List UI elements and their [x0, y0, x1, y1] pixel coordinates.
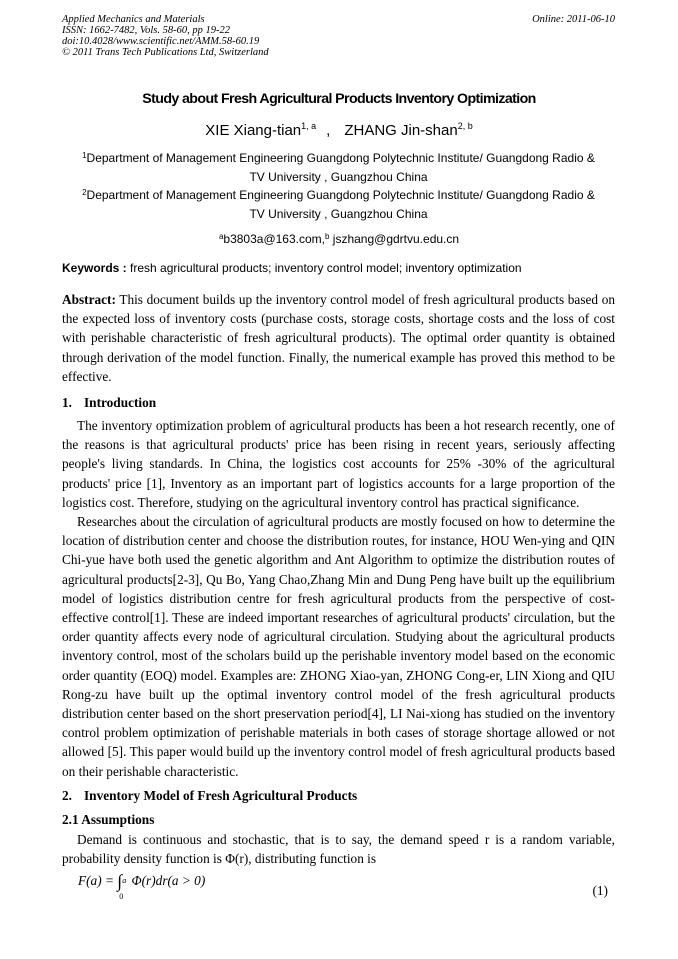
doi-line: doi:10.4028/www.scientific.net/AMM.58-60.19 [62, 36, 260, 47]
abstract [62, 290, 615, 386]
equation-number: (1) [592, 883, 608, 898]
keywords-label: Keywords : [62, 261, 127, 275]
email-link[interactable]: b3803a@163.com, [223, 232, 325, 246]
section-heading [62, 395, 156, 411]
section-title: Inventory Model of Fresh Agricultural Products [84, 788, 358, 803]
affiliation [62, 186, 615, 223]
abstract-label: Abstract: [62, 292, 116, 307]
equation-lhs: F(a) = [78, 873, 118, 888]
copyright-line: © 2011 Trans Tech Publications Ltd, Switzerland [62, 47, 269, 58]
author-list [0, 121, 678, 139]
subsection-heading: 2.1 Assumptions [62, 812, 155, 827]
email-link[interactable]: jszhang@gdrtvu.edu.cn [329, 232, 460, 246]
journal-name: Applied Mechanics and Materials [62, 14, 205, 25]
keywords [62, 261, 522, 275]
section-number: 1. [62, 395, 72, 410]
abstract-text: This document builds up the inventory control model of fresh agricultural products based on the expected loss of inventory costs (purchase costs, storage costs, shortage costs and the loss of cost with perishable characteristic of fresh agricultural products). The optimal order quantity is obtained through derivation of the model function. Finally, the numerical example has proved this method to be effective. [62, 292, 615, 384]
affiliation-superscript: 2 [82, 188, 87, 197]
affiliation-line: TV University , Guangzhou China [249, 169, 428, 184]
author-name: ZHANG Jin-shan [344, 122, 458, 139]
paragraph: Demand is continuous and stochastic, that is to say, the demand speed r is a random variable, probability density function is Φ(r), distributing function is [62, 832, 615, 867]
email-superscript: a [218, 232, 224, 241]
author-superscript: 2, b [457, 121, 473, 131]
affiliation-line: Department of Management Engineering Guangdong Polytechnic Institute/ Guangdong Radio & [86, 188, 595, 202]
equation-rhs: Φ(r)dr(a > 0) [128, 873, 206, 888]
author-superscript: 1, a [301, 121, 317, 131]
issn-line: ISSN: 1662-7482, Vols. 58-60, pp 19-22 [62, 25, 230, 36]
paragraph: Researches about the circulation of agricultural products are mostly focused on how to determine the location of distribution center and choose the distribution routes, for instance, HOU Wen-ying and QIN Chi-yue have both used the genetic algorithm and Ant Algorithm to optimize the distribution routes of agricultural products[2-3], Qu Bo, Yang Chao,Zhang Min and Dung Peng have built up the equilibrium model of logistics distribution centre for fresh agricultural products from the perspective of cost-effective control[1]. These are indeed important researches of agricultural products' circulation, but the order quantity affects every node of agricultural circulation. Studying about the agricultural products inventory control, most of the scholars build up the perishable inventory model based on the economic order quantity (EOQ) model. Examples are: ZHONG Xiao-yan, ZHONG Cong-er, LIN Xiong and QIU Rong-zu have built up the optimal inventory control model of the fresh agricultural products distribution center based on the short preservation period[4], LI Nai-xiong has studied on the inventory control problem optimization of perishable materials in both cases of storage shortage allowed or not allowed [5]. This paper would build up the inventory control model of fresh agricultural products based on their perishable characteristic. [62, 514, 615, 779]
affiliation [62, 149, 615, 186]
affiliation-line: Department of Management Engineering Guangdong Polytechnic Institute/ Guangdong Radio & [86, 151, 595, 165]
lower-limit: 0 [119, 892, 124, 901]
journal-header [62, 14, 269, 58]
online-date: Online: 2011-06-10 [532, 14, 615, 25]
keywords-text: fresh agricultural products; inventory control model; inventory optimization [126, 261, 522, 275]
email-line [0, 232, 678, 246]
integral-symbol: ∫ [117, 871, 123, 891]
email-superscript: b [325, 232, 330, 241]
section-number: 2. [62, 788, 72, 803]
equation [78, 869, 206, 901]
affiliation-superscript: 1 [82, 151, 87, 160]
paper-title: Study about Fresh Agricultural Products Inventory Optimization [142, 91, 536, 107]
affiliation-line: TV University , Guangzhou China [249, 206, 428, 221]
upper-limit: a [122, 876, 127, 885]
paragraph: The inventory optimization problem of agricultural products has been a hot research recently, one of the reasons is that agricultural products' price has been rising in recent years, seriously affecting people's living standards. In China, the logistics cost accounts for 25% -30% of the agricultural products' price [1], Inventory as an important part of logistics accounts for a large proportion of the logistics cost. Therefore, studying on the agricultural inventory control has practical significance. [62, 418, 615, 510]
section-title: Introduction [84, 395, 157, 410]
section-heading [62, 788, 357, 804]
author-name: XIE Xiang-tian [205, 122, 302, 139]
author-separator: , [326, 122, 331, 139]
